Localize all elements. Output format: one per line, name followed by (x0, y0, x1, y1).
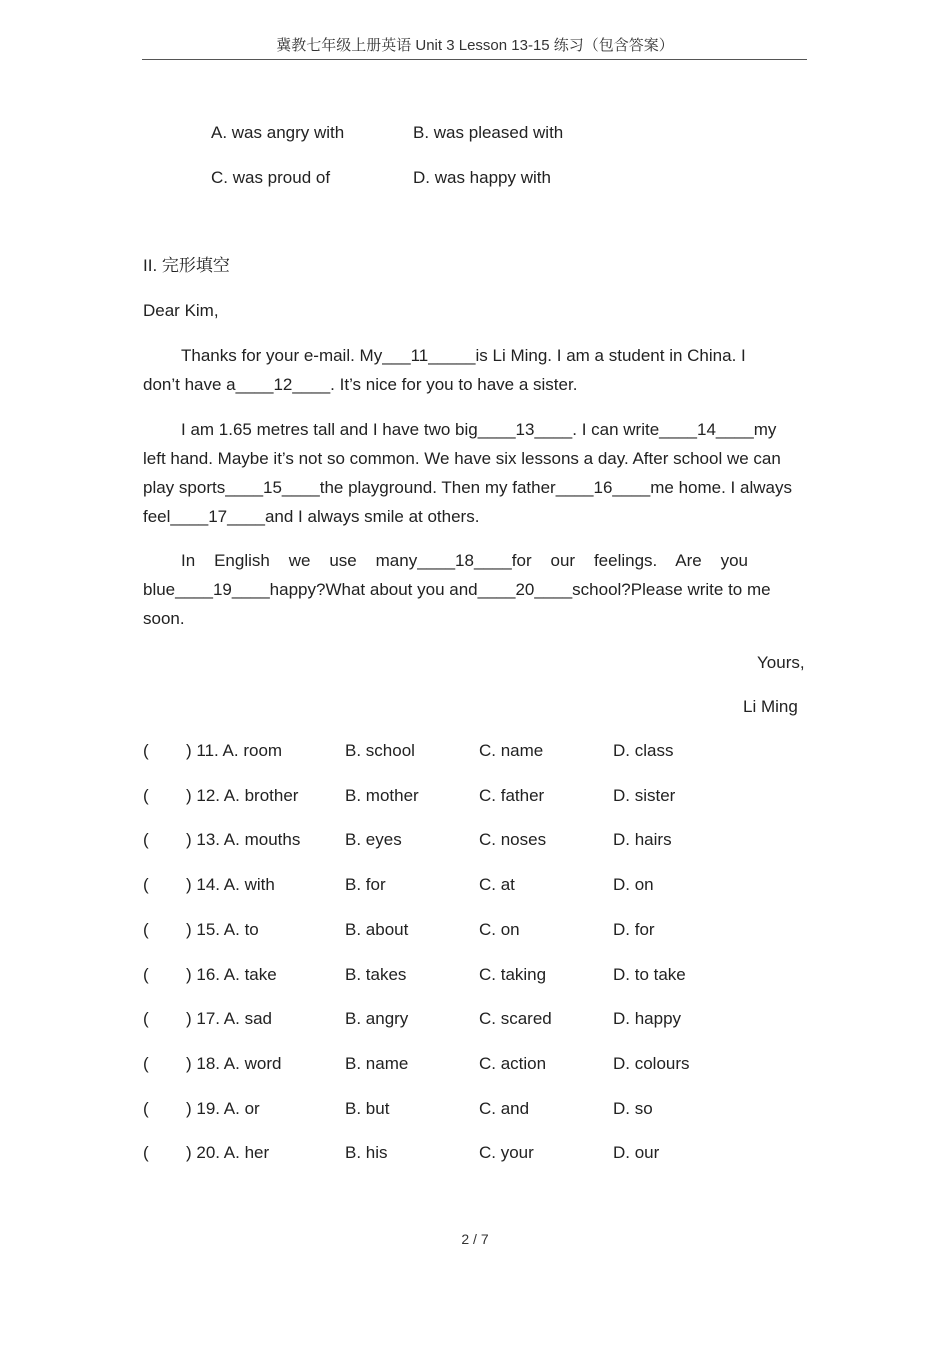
choice-c: C. your (479, 1143, 534, 1162)
choice-c: C. taking (479, 965, 547, 984)
paragraph-line: I am 1.65 metres tall and I have two big____13____. I can write____14____my (181, 420, 777, 439)
choice-d: D. so (613, 1099, 653, 1118)
choice-b: B. for (345, 875, 386, 894)
answer-bracket: ( (143, 1143, 149, 1162)
question-stem: ) 15. A. to (186, 920, 259, 939)
option-a: A. was angry with (211, 123, 345, 142)
question-stem: ) 17. A. sad (186, 1009, 272, 1028)
choice-c: C. at (479, 875, 515, 894)
paragraph-line: play sports____15____the playground. Then my father____16____me home. I always (143, 478, 792, 497)
choice-d: D. colours (613, 1054, 690, 1073)
paragraph-line: In English we use many____18____for our feelings. Are you (181, 551, 748, 570)
choice-d: D. to take (613, 965, 686, 984)
question-stem: ) 14. A. with (186, 875, 275, 894)
answer-bracket: ( (143, 741, 149, 760)
choice-b: B. angry (345, 1009, 409, 1028)
answer-bracket: ( (143, 786, 149, 805)
choice-c: C. noses (479, 830, 547, 849)
question-stem: ) 19. A. or (186, 1099, 260, 1118)
choice-c: C. scared (479, 1009, 552, 1028)
answer-bracket: ( (143, 920, 149, 939)
question-stem: ) 16. A. take (186, 965, 277, 984)
page-header: 冀教七年级上册英语 Unit 3 Lesson 13-15 练习（包含答案） (276, 37, 674, 54)
question-stem: ) 13. A. mouths (186, 830, 301, 849)
answer-bracket: ( (143, 1099, 149, 1118)
choice-c: C. name (479, 741, 544, 760)
answer-bracket: ( (143, 965, 149, 984)
letter-closing: Yours, (757, 653, 805, 672)
letter-paragraph-1 (143, 341, 807, 399)
choice-d: D. for (613, 920, 655, 939)
answer-bracket: ( (143, 1054, 149, 1073)
choice-b: B. his (345, 1143, 388, 1162)
paragraph-line: don’t have a____12____. It’s nice for you to have a sister. (143, 375, 578, 394)
paragraph-line: Thanks for your e-mail. My___11_____is Li Ming. I am a student in China. I (181, 346, 746, 365)
paragraph-line: soon. (143, 609, 185, 628)
choice-b: B. takes (345, 965, 407, 984)
choice-b: B. eyes (345, 830, 402, 849)
choice-b: B. school (345, 741, 415, 760)
page-number: 2 / 7 (461, 1231, 489, 1247)
letter-greeting: Dear Kim, (143, 301, 219, 320)
paragraph-line: feel____17____and I always smile at others. (143, 507, 480, 526)
letter-signature: Li Ming (743, 697, 798, 716)
choice-b: B. mother (345, 786, 419, 805)
letter-paragraph-2 (143, 415, 807, 531)
option-b: B. was pleased with (413, 123, 564, 142)
answer-bracket: ( (143, 875, 149, 894)
choice-b: B. but (345, 1099, 390, 1118)
choice-d: D. class (613, 741, 674, 760)
choice-c: C. and (479, 1099, 530, 1118)
choice-c: C. on (479, 920, 520, 939)
letter-paragraph-3 (143, 546, 807, 633)
choice-d: D. our (613, 1143, 660, 1162)
question-stem: ) 11. A. room (186, 741, 283, 760)
paragraph-line: blue____19____happy?What about you and____20____school?Please write to me (143, 580, 771, 599)
choice-b: B. name (345, 1054, 409, 1073)
question-stem: ) 18. A. word (186, 1054, 282, 1073)
option-c: C. was proud of (211, 168, 331, 187)
answer-bracket: ( (143, 830, 149, 849)
choice-d: D. on (613, 875, 654, 894)
question-stem: ) 20. A. her (186, 1143, 270, 1162)
option-d: D. was happy with (413, 168, 551, 187)
choice-c: C. action (479, 1054, 547, 1073)
paragraph-line: left hand. Maybe it’s not so common. We have six lessons a day. After school we can (143, 449, 781, 468)
choice-b: B. about (345, 920, 409, 939)
answer-bracket: ( (143, 1009, 149, 1028)
choice-d: D. hairs (613, 830, 672, 849)
choice-d: D. happy (613, 1009, 682, 1028)
question-stem: ) 12. A. brother (186, 786, 299, 805)
header-divider (142, 59, 807, 60)
choice-c: C. father (479, 786, 545, 805)
choice-d: D. sister (613, 786, 676, 805)
section-title: II. 完形填空 (143, 256, 230, 275)
